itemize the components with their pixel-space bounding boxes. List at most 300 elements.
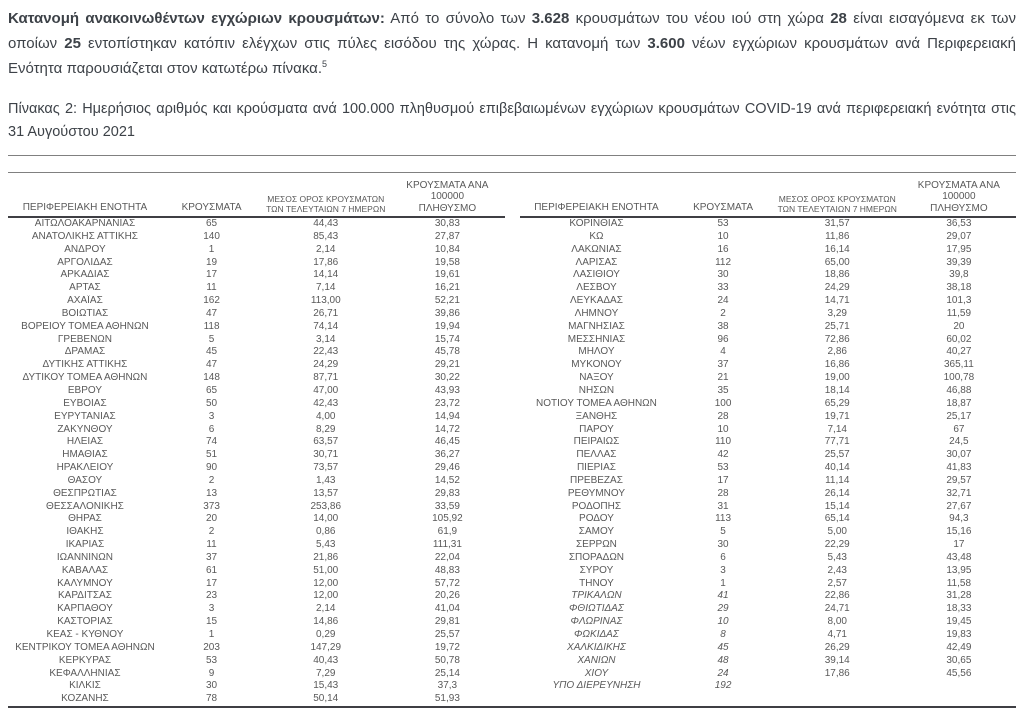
- avg7-cell: 25,71: [824, 320, 850, 332]
- region-cell: ΑΝΑΤΟΛΙΚΗΣ ΑΤΤΙΚΗΣ: [31, 230, 138, 242]
- per100k-cell: 20: [953, 320, 965, 332]
- table-row: [520, 526, 1017, 539]
- table-row: [8, 346, 505, 359]
- table-row: [8, 372, 505, 385]
- avg7-cell: 25,57: [824, 449, 850, 461]
- intro-bold-text: 28: [830, 10, 847, 27]
- table-row: [8, 308, 505, 321]
- table-row: [520, 398, 1017, 411]
- region-cell: ΦΘΙΩΤΙΔΑΣ: [569, 603, 624, 615]
- cases-cell: 47: [205, 307, 218, 319]
- avg7-cell: 22,86: [824, 590, 850, 602]
- region-cell: ΑΧΑΪΑΣ: [67, 295, 103, 307]
- avg7-cell: 40,43: [313, 654, 339, 666]
- table-row: [8, 244, 505, 257]
- avg7-cell: 8,29: [316, 423, 336, 435]
- per100k-cell: 30,07: [946, 449, 972, 461]
- region-cell: ΘΕΣΠΡΩΤΙΑΣ: [53, 487, 117, 499]
- cases-cell: 65: [205, 218, 218, 229]
- header-per-100k: ΚΡΟΥΣΜΑΤΑ ΑΝΑ 100000 ΠΛΗΘΥΣΜΟ: [917, 179, 1000, 214]
- avg7-cell: 17,86: [313, 256, 339, 268]
- avg7-cell: 26,29: [824, 641, 850, 653]
- region-cell: ΧΑΛΚΙΔΙΚΗΣ: [567, 641, 626, 653]
- avg7-cell: 4,00: [316, 410, 336, 422]
- table-row: [520, 462, 1017, 475]
- header-region: ΠΕΡΙΦΕΡΕΙΑΚΗ ΕΝΟΤΗΤΑ: [534, 202, 659, 213]
- intro-text: νέων εγχώριων κρουσμάτων ανά Περιφερειακή Ενότητα παρουσιάζεται στον κατωτέρω πίνακα.: [8, 35, 1017, 77]
- header-cases: ΚΡΟΥΣΜΑΤΑ: [693, 202, 754, 213]
- cases-cell: 28: [717, 487, 729, 499]
- per100k-cell: 45,56: [946, 667, 972, 679]
- table-row: [8, 359, 505, 372]
- intro-text: είναι εισαγόμενα εκ των οποίων: [8, 10, 1016, 52]
- table-row: [8, 334, 505, 347]
- cases-cell: 1: [208, 243, 215, 255]
- region-cell: ΛΑΣΙΘΙΟΥ: [572, 269, 620, 281]
- per100k-cell: 105,92: [432, 513, 463, 525]
- per100k-cell: 36,27: [434, 449, 460, 461]
- per100k-cell: 31,28: [946, 590, 972, 602]
- cases-cell: 9: [208, 667, 215, 679]
- cases-cell: 74: [205, 436, 218, 448]
- table-row: [520, 231, 1017, 244]
- region-cell: ΑΡΓΟΛΙΔΑΣ: [57, 256, 113, 268]
- per100k-cell: 45,78: [434, 346, 460, 358]
- per100k-cell: 100,78: [943, 372, 975, 384]
- cases-cell: 17: [205, 577, 218, 589]
- table-row: [520, 436, 1017, 449]
- cases-cell: 8: [720, 629, 726, 640]
- avg7-cell: 113,00: [310, 295, 341, 307]
- region-cell: ΚΕΑΣ - ΚΥΘΝΟΥ: [46, 629, 124, 640]
- table-row: [520, 449, 1017, 462]
- table-row: [520, 321, 1017, 334]
- per100k-cell: 14,52: [434, 474, 460, 486]
- cases-cell: 5: [720, 526, 726, 538]
- table-row: [520, 668, 1017, 681]
- avg7-cell: 7,14: [827, 423, 847, 435]
- intro-bold-text: 25: [64, 35, 81, 52]
- avg7-cell: 26,71: [313, 307, 339, 319]
- table-body-left: [8, 218, 505, 706]
- avg7-cell: 65,00: [824, 256, 850, 268]
- region-cell: ΚΙΛΚΙΣ: [69, 680, 101, 692]
- avg7-cell: 0,29: [316, 629, 336, 640]
- avg7-cell: 63,57: [313, 436, 339, 448]
- region-cell: ΠΡΕΒΕΖΑΣ: [570, 474, 623, 486]
- region-cell: ΖΑΚΥΝΘΟΥ: [57, 423, 113, 435]
- avg7-cell: 7,29: [316, 667, 336, 679]
- per100k-cell: 19,45: [946, 616, 972, 628]
- table-row: [520, 308, 1017, 321]
- avg7-cell: 87,71: [313, 372, 339, 384]
- region-cell: ΛΕΣΒΟΥ: [576, 282, 617, 294]
- per100k-cell: 25,57: [434, 629, 460, 640]
- avg7-cell: 47,00: [313, 384, 339, 396]
- avg7-cell: 14,86: [313, 616, 339, 628]
- avg7-cell: 15,14: [824, 500, 850, 512]
- cases-cell: 3: [208, 410, 215, 422]
- region-cell: ΚΟΡΙΝΘΙΑΣ: [569, 218, 624, 229]
- per100k-cell: 67: [953, 423, 965, 435]
- avg7-cell: [773, 680, 902, 693]
- table-row: [8, 629, 505, 642]
- avg7-cell: 14,14: [313, 269, 339, 281]
- per100k-cell: [902, 680, 1016, 693]
- table-row: [8, 565, 505, 578]
- cases-cell: 37: [205, 551, 218, 563]
- cases-cell: 48: [717, 654, 729, 666]
- intro-bold-text: Κατανομή ανακοινωθέντων εγχώριων κρουσμάτων:: [8, 10, 385, 27]
- cases-cell: 61: [205, 564, 218, 576]
- per100k-cell: 41,04: [434, 603, 460, 615]
- cases-cell: 17: [717, 474, 729, 486]
- table-row: [520, 372, 1017, 385]
- per100k-cell: 43,48: [946, 551, 972, 563]
- avg7-cell: 13,57: [313, 487, 339, 499]
- region-cell: ΚΕΡΚΥΡΑΣ: [58, 654, 112, 666]
- table-row: [520, 552, 1017, 565]
- table-right-half: [520, 173, 1017, 706]
- per100k-cell: 38,18: [946, 282, 972, 294]
- table-row: [8, 655, 505, 668]
- table-row: [8, 411, 505, 424]
- avg7-cell: 2,14: [316, 603, 336, 615]
- region-cell: ΡΟΔΟΥ: [579, 513, 614, 525]
- per100k-cell: 32,71: [946, 487, 972, 499]
- region-cell: ΔΡΑΜΑΣ: [64, 346, 106, 358]
- cases-cell: 5: [208, 333, 215, 345]
- avg7-cell: 85,43: [313, 230, 339, 242]
- region-cell: ΚΑΡΠΑΘΟΥ: [57, 603, 113, 615]
- region-cell: ΑΝΔΡΟΥ: [64, 243, 106, 255]
- table-row: [8, 513, 505, 526]
- per100k-cell: 27,87: [434, 230, 460, 242]
- region-cell: ΓΡΕΒΕΝΩΝ: [57, 333, 112, 345]
- avg7-cell: 11,86: [825, 230, 850, 242]
- per100k-cell: 39,8: [949, 269, 969, 281]
- per100k-cell: 29,21: [434, 359, 460, 371]
- table-row: [8, 424, 505, 437]
- per100k-cell: 94,3: [949, 513, 969, 525]
- region-cell: ΗΜΑΘΙΑΣ: [62, 449, 108, 461]
- per100k-cell: 29,57: [946, 474, 972, 486]
- intro-text: κρουσμάτων του νέου ιού στη χώρα: [569, 10, 831, 27]
- region-cell: ΝΟΤΙΟΥ ΤΟΜΕΑ ΑΘΗΝΩΝ: [536, 397, 657, 409]
- region-cell: ΠΙΕΡΙΑΣ: [576, 462, 616, 474]
- avg7-cell: 2,57: [827, 577, 847, 589]
- table-row: [520, 629, 1017, 642]
- cases-cell: 10: [717, 616, 729, 628]
- region-cell: ΕΒΡΟΥ: [67, 384, 103, 396]
- cases-cell: 24: [717, 667, 729, 679]
- avg7-cell: 19,71: [824, 410, 850, 422]
- cases-cell: 53: [717, 462, 729, 474]
- region-cell: ΚΑΡΔΙΤΣΑΣ: [58, 590, 112, 602]
- region-cell: ΦΛΩΡΙΝΑΣ: [570, 616, 623, 628]
- region-cell: ΚΕΦΑΛΛΗΝΙΑΣ: [49, 667, 121, 679]
- region-cell: ΘΗΡΑΣ: [68, 513, 102, 525]
- per100k-cell: 365,11: [943, 359, 974, 371]
- cases-cell: 100: [714, 397, 732, 409]
- region-cell: ΤΡΙΚΑΛΩΝ: [571, 590, 622, 602]
- per100k-cell: 39,39: [946, 256, 972, 268]
- header-7day-average: ΜΕΣΟΣ ΟΡΟΣ ΚΡΟΥΣΜΑΤΩΝ ΤΩΝ ΤΕΛΕΥΤΑΙΩΝ 7 ΗΜΕΡΩΝ: [266, 194, 386, 214]
- region-cell: ΣΠΟΡΑΔΩΝ: [568, 551, 625, 563]
- table-row: [8, 385, 505, 398]
- avg7-cell: 65,14: [824, 513, 850, 525]
- region-cell: ΔΥΤΙΚΟΥ ΤΟΜΕΑ ΑΘΗΝΩΝ: [22, 372, 148, 384]
- caption-divider: [8, 155, 1016, 156]
- cases-cell: 53: [717, 218, 729, 229]
- per100k-cell: 41,83: [946, 462, 972, 474]
- table-row: [520, 488, 1017, 501]
- table-row: [8, 680, 505, 693]
- table-row: [8, 282, 505, 295]
- avg7-cell: 22,29: [824, 539, 850, 551]
- cases-cell: 16: [717, 243, 729, 255]
- table-row: [520, 424, 1017, 437]
- cases-cell: 30: [717, 539, 729, 551]
- cases-cell: 17: [205, 269, 218, 281]
- header-per-100k: ΚΡΟΥΣΜΑΤΑ ΑΝΑ 100000 ΠΛΗΘΥΣΜΟ: [406, 179, 489, 214]
- table-row: [8, 603, 505, 616]
- per100k-cell: 33,59: [434, 500, 460, 512]
- per100k-cell: 29,83: [434, 487, 460, 499]
- table-row: [520, 257, 1017, 270]
- avg7-cell: 12,00: [313, 590, 339, 602]
- avg7-cell: 24,29: [824, 282, 850, 294]
- cases-cell: 162: [203, 295, 220, 307]
- intro-bold-text: 3.628: [531, 10, 570, 27]
- region-cell: ΠΕΛΛΑΣ: [576, 449, 617, 461]
- region-cell: ΜΥΚΟΝΟΥ: [571, 359, 622, 371]
- cases-cell: 24: [717, 295, 729, 307]
- per100k-cell: 101,3: [946, 295, 972, 307]
- region-cell: ΞΑΝΘΗΣ: [575, 410, 618, 422]
- region-cell: ΠΑΡΟΥ: [579, 423, 614, 435]
- region-cell: ΛΑΚΩΝΙΑΣ: [571, 243, 622, 255]
- header-7day-average: ΜΕΣΟΣ ΟΡΟΣ ΚΡΟΥΣΜΑΤΩΝ ΤΩΝ ΤΕΛΕΥΤΑΙΩΝ 7 ΗΜΕΡΩΝ: [777, 194, 897, 214]
- per100k-cell: 40,27: [946, 346, 972, 358]
- cases-cell: 2: [208, 474, 215, 486]
- region-cell: ΔΥΤΙΚΗΣ ΑΤΤΙΚΗΣ: [42, 359, 128, 371]
- avg7-cell: 40,14: [824, 462, 850, 474]
- region-cell: ΜΗΛΟΥ: [578, 346, 615, 358]
- cases-cell: 15: [205, 616, 218, 628]
- table-row: [8, 321, 505, 334]
- avg7-cell: 22,43: [313, 346, 339, 358]
- region-cell: ΤΗΝΟΥ: [579, 577, 614, 589]
- intro-bold-text: 3.600: [647, 35, 685, 52]
- avg7-cell: 2,43: [827, 564, 847, 576]
- table-row: [520, 475, 1017, 488]
- table-row: [8, 552, 505, 565]
- region-cell: ΛΑΡΙΣΑΣ: [575, 256, 618, 268]
- table-row: [520, 244, 1017, 257]
- cases-cell: 118: [203, 320, 220, 332]
- region-cell: ΣΥΡΟΥ: [579, 564, 614, 576]
- table-row: [520, 616, 1017, 629]
- avg7-cell: 17,86: [824, 667, 850, 679]
- per100k-cell: 17: [953, 539, 965, 551]
- table-body-right: [520, 218, 1017, 693]
- cases-cell: 110: [715, 436, 732, 448]
- avg7-cell: 5,00: [827, 526, 847, 538]
- avg7-cell: 19,00: [824, 372, 850, 384]
- region-cell: ΚΑΒΑΛΑΣ: [61, 564, 109, 576]
- per100k-cell: 42,49: [946, 641, 972, 653]
- table-row: [520, 269, 1017, 282]
- covid-cases-table: [8, 172, 1016, 708]
- region-cell: ΝΑΞΟΥ: [579, 372, 614, 384]
- table-row: [8, 693, 505, 706]
- cases-cell: 3: [208, 603, 215, 615]
- avg7-cell: 15,43: [313, 680, 339, 692]
- avg7-cell: 73,57: [313, 462, 339, 474]
- table-row: [8, 501, 505, 514]
- table-row: [520, 565, 1017, 578]
- table-row: [520, 655, 1017, 668]
- cases-cell: 11: [206, 539, 217, 551]
- table-header-row: [8, 173, 505, 218]
- per100k-cell: 37,3: [437, 680, 458, 692]
- per100k-cell: 19,83: [946, 629, 972, 640]
- cases-cell: 1: [720, 577, 726, 589]
- cases-cell: 113: [715, 513, 732, 525]
- table-row: [520, 590, 1017, 603]
- table-left-half: [8, 173, 505, 706]
- table-row: [8, 257, 505, 270]
- per100k-cell: 48,83: [434, 564, 460, 576]
- cases-cell: 10: [717, 423, 729, 435]
- header-cases: ΚΡΟΥΣΜΑΤΑ: [181, 202, 242, 213]
- avg7-cell: 253,86: [310, 500, 342, 512]
- avg7-cell: 5,43: [827, 551, 847, 563]
- avg7-cell: 72,86: [824, 333, 850, 345]
- region-cell: ΙΚΑΡΙΑΣ: [65, 539, 105, 551]
- avg7-cell: 42,43: [313, 397, 339, 409]
- region-cell: ΛΕΥΚΑΔΑΣ: [570, 295, 623, 307]
- avg7-cell: 4,71: [827, 629, 847, 640]
- avg7-cell: 2,14: [316, 243, 336, 255]
- table-row: [8, 295, 505, 308]
- cases-cell: 21: [717, 372, 729, 384]
- cases-cell: 203: [203, 641, 220, 653]
- table-row: [8, 590, 505, 603]
- table-row: [520, 411, 1017, 424]
- cases-cell: 1: [208, 629, 215, 640]
- cases-cell: 47: [205, 359, 218, 371]
- table-caption: Πίνακας 2: Ημερήσιος αριθμός και κρούσματα ανά 100.000 πληθυσμού επιβεβαιωμένων εγχώριων κρουσμάτων COVID-19 ανά περιφερειακή ενότητα στις 31 Αυγούστου 2021: [8, 101, 1016, 140]
- cases-cell: 2: [208, 526, 215, 538]
- per100k-cell: 43,93: [434, 384, 460, 396]
- avg7-cell: 0,86: [316, 526, 336, 538]
- region-cell: ΛΗΜΝΟΥ: [574, 307, 619, 319]
- per100k-cell: 57,72: [434, 577, 460, 589]
- cases-cell: 42: [717, 449, 729, 461]
- per100k-cell: 25,14: [434, 667, 460, 679]
- per100k-cell: 19,72: [434, 641, 460, 653]
- region-cell: ΙΩΑΝΝΙΝΩΝ: [56, 551, 113, 563]
- cases-cell: 6: [208, 423, 215, 435]
- region-cell: ΦΩΚΙΔΑΣ: [574, 629, 619, 640]
- per100k-cell: 36,53: [946, 218, 972, 229]
- region-cell: ΥΠΟ ΔΙΕΡΕΥΝΗΣΗ: [552, 680, 641, 692]
- cases-cell: 45: [717, 641, 729, 653]
- table-row: [520, 295, 1017, 308]
- per100k-cell: 18,33: [946, 603, 972, 615]
- cases-cell: 23: [205, 590, 218, 602]
- region-cell: ΡΕΘΥΜΝΟΥ: [567, 487, 626, 499]
- per100k-cell: 61,9: [437, 526, 458, 538]
- avg7-cell: 21,86: [313, 551, 339, 563]
- region-cell: ΚΩ: [589, 230, 604, 242]
- cases-cell: 30: [717, 269, 729, 281]
- cases-cell: 96: [717, 333, 729, 345]
- avg7-cell: 50,14: [313, 693, 339, 705]
- region-cell: ΧΑΝΙΩΝ: [577, 654, 616, 666]
- region-cell: ΚΑΣΤΟΡΙΑΣ: [57, 616, 113, 628]
- table-row: [520, 359, 1017, 372]
- region-cell: ΗΡΑΚΛΕΙΟΥ: [56, 462, 114, 474]
- per100k-cell: 46,88: [946, 384, 972, 396]
- cases-cell: 35: [717, 384, 729, 396]
- avg7-cell: 14,00: [313, 513, 339, 525]
- cases-cell: 30: [205, 680, 218, 692]
- cases-cell: 29: [717, 603, 729, 615]
- cases-cell: 140: [203, 230, 220, 242]
- cases-cell: 45: [205, 346, 218, 358]
- cases-cell: 78: [205, 693, 218, 705]
- avg7-cell: 65,29: [824, 397, 850, 409]
- table-row: [8, 462, 505, 475]
- per100k-cell: 23,72: [434, 397, 460, 409]
- table-row: [8, 616, 505, 629]
- cases-cell: 28: [717, 410, 729, 422]
- cases-cell: 4: [720, 346, 726, 358]
- intro-paragraph: [8, 6, 1016, 81]
- per100k-cell: 29,46: [434, 462, 460, 474]
- region-cell: ΣΑΜΟΥ: [578, 526, 615, 538]
- table-row: [8, 218, 505, 231]
- region-cell: ΝΗΣΩΝ: [578, 384, 615, 396]
- per100k-cell: 51,93: [434, 693, 460, 705]
- per100k-cell: 16,21: [434, 282, 460, 294]
- cases-cell: 37: [717, 359, 729, 371]
- region-cell: ΘΕΣΣΑΛΟΝΙΚΗΣ: [46, 500, 124, 512]
- table-row: [520, 680, 1017, 693]
- avg7-cell: 11,14: [825, 474, 850, 486]
- table-row: [8, 231, 505, 244]
- cases-cell: 11: [206, 282, 217, 294]
- cases-cell: 19: [205, 256, 218, 268]
- region-cell: ΚΟΖΑΝΗΣ: [61, 693, 109, 705]
- table-row: [8, 398, 505, 411]
- region-cell: ΕΥΡΥΤΑΝΙΑΣ: [54, 410, 116, 422]
- table-row: [8, 475, 505, 488]
- table-row: [520, 334, 1017, 347]
- cases-cell: 112: [715, 256, 732, 268]
- table-row: [8, 668, 505, 681]
- cases-cell: 31: [717, 500, 729, 512]
- per100k-cell: 19,58: [434, 256, 460, 268]
- per100k-cell: 60,02: [946, 333, 972, 345]
- table-row: [520, 578, 1017, 591]
- per100k-cell: 17,95: [946, 243, 972, 255]
- per100k-cell: 11,58: [946, 577, 972, 589]
- per100k-cell: 30,83: [434, 218, 460, 229]
